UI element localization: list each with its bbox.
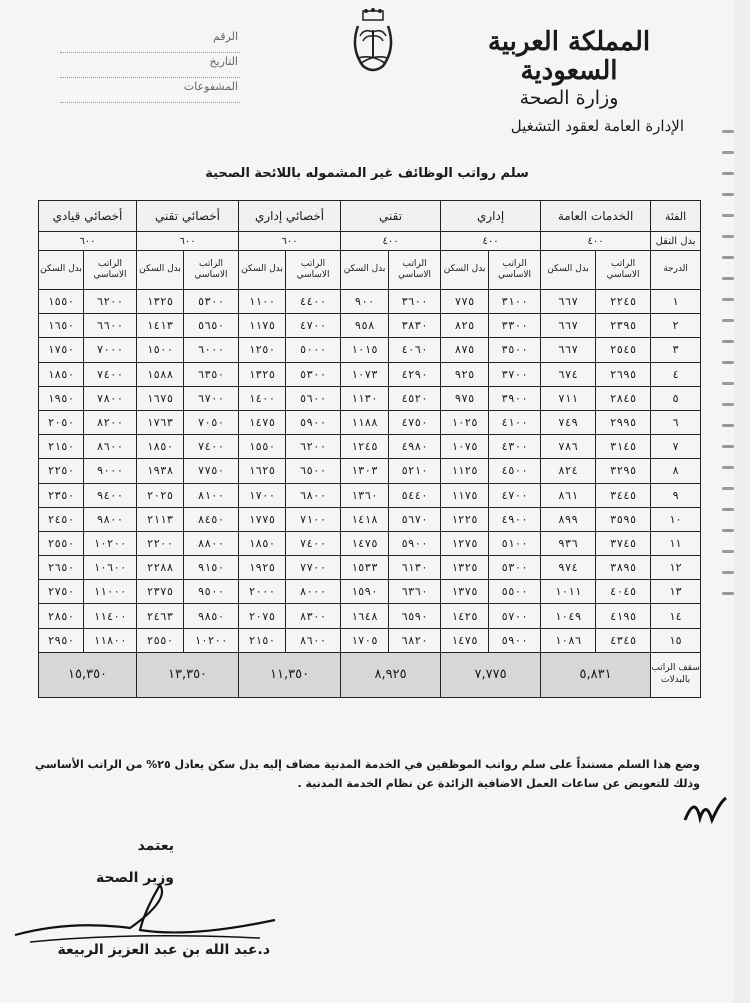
housing-allowance-cell: ١٤٠٠ — [239, 386, 286, 410]
basic-salary-cell: ٤٧٥٠ — [389, 410, 441, 434]
basic-salary-cell: ٤٢٩٠ — [389, 362, 441, 386]
housing-allowance-cell: ١٨٥٠ — [239, 531, 286, 555]
basic-salary-cell: ٤٧٠٠ — [286, 314, 341, 338]
basic-salary-cell: ٤٤٠٠ — [286, 290, 341, 314]
housing-allowance-cell: ٧١١ — [541, 386, 596, 410]
basic-salary-cell: ٦٢٠٠ — [84, 290, 137, 314]
housing-allowance-cell: ١١٧٥ — [441, 483, 489, 507]
housing-allowance-cell: ٢١٥٠ — [39, 435, 84, 459]
basic-salary-cell: ٣٣٠٠ — [489, 314, 541, 338]
housing-allowance-cell: ١٢٤٥ — [341, 435, 389, 459]
basic-salary-cell: ١٠٢٠٠ — [184, 628, 239, 652]
housing-allowance-cell: ١٧٦٣ — [137, 410, 184, 434]
housing-allowance-cell: ١٥٨٨ — [137, 362, 184, 386]
date-label: التاريخ — [60, 55, 240, 78]
transport-allowance-row — [39, 232, 701, 251]
housing-allowance-cell: ٢٢٥٠ — [39, 459, 84, 483]
housing-allowance-header: بدل السكن — [39, 251, 84, 290]
ceiling-total: ٨,٩٢٥ — [341, 652, 441, 697]
housing-allowance-cell: ١٠٧٥ — [441, 435, 489, 459]
housing-allowance-cell: ٢٦٥٠ — [39, 556, 84, 580]
category-header-row — [39, 201, 701, 232]
basic-salary-cell: ٩٠٠٠ — [84, 459, 137, 483]
basic-salary-cell: ٦٣٥٠ — [184, 362, 239, 386]
housing-allowance-cell: ٨٦١ — [541, 483, 596, 507]
basic-salary-cell: ٥٣٠٠ — [286, 362, 341, 386]
basic-salary-cell: ٣٩٠٠ — [489, 386, 541, 410]
basic-salary-cell: ٦١٣٠ — [389, 556, 441, 580]
housing-allowance-cell: ١٣٢٥ — [441, 556, 489, 580]
housing-allowance-header: بدل السكن — [441, 251, 489, 290]
letterhead — [454, 28, 684, 135]
basic-salary-cell: ٦٦٠٠ — [84, 314, 137, 338]
basic-salary-header: الراتب الاساسي — [84, 251, 137, 290]
ceiling-total: ١٥,٣٥٠ — [39, 652, 137, 697]
basic-salary-cell: ٢٦٩٥ — [596, 362, 651, 386]
housing-allowance-cell: ١٦٥٠ — [39, 314, 84, 338]
transport-label: بدل النقل — [651, 232, 701, 251]
category-label: الفئة — [651, 201, 701, 232]
signatory-name: د.عبد الله بن عبد العزيز الربيعة — [57, 942, 270, 958]
approval-label: يعتمد — [137, 838, 174, 854]
basic-salary-cell: ١١٤٠٠ — [84, 604, 137, 628]
housing-allowance-cell: ٢٤٥٠ — [39, 507, 84, 531]
table-row — [39, 556, 701, 580]
table-row — [39, 338, 701, 362]
housing-allowance-cell: ١٢٥٠ — [239, 338, 286, 362]
housing-allowance-cell: ١٠٧٣ — [341, 362, 389, 386]
housing-allowance-cell: ٦٦٧ — [541, 314, 596, 338]
subheader-row — [39, 251, 701, 290]
housing-allowance-cell: ٢٨٥٠ — [39, 604, 84, 628]
transport-value: ٦٠٠ — [137, 232, 239, 251]
housing-allowance-cell: ١١٢٥ — [441, 459, 489, 483]
housing-allowance-cell: ٢٠٧٥ — [239, 604, 286, 628]
housing-allowance-cell: ٦٧٤ — [541, 362, 596, 386]
housing-allowance-cell: ١٩٥٠ — [39, 386, 84, 410]
basic-salary-cell: ٩٥٠٠ — [184, 580, 239, 604]
basic-salary-cell: ٧٨٠٠ — [84, 386, 137, 410]
housing-allowance-cell: ١٣٦٠ — [341, 483, 389, 507]
basic-salary-cell: ٥٦٧٠ — [389, 507, 441, 531]
housing-allowance-cell: ١٦٤٨ — [341, 604, 389, 628]
basic-salary-cell: ٣٥٠٠ — [489, 338, 541, 362]
basic-salary-cell: ٤١٩٥ — [596, 604, 651, 628]
housing-allowance-cell: ١١٨٨ — [341, 410, 389, 434]
basic-salary-cell: ٤٩٠٠ — [489, 507, 541, 531]
category-name: أخصائي تقني — [137, 201, 239, 232]
basic-salary-header: الراتب الاساسي — [389, 251, 441, 290]
table-row — [39, 628, 701, 652]
basic-salary-cell: ٥٩٠٠ — [286, 410, 341, 434]
grade-cell: ١٣ — [651, 580, 701, 604]
basic-salary-cell: ٢٥٤٥ — [596, 338, 651, 362]
basic-salary-cell: ١١٨٠٠ — [84, 628, 137, 652]
basic-salary-cell: ٣٨٩٥ — [596, 556, 651, 580]
transport-value: ٦٠٠ — [39, 232, 137, 251]
housing-allowance-cell: ١٩٣٨ — [137, 459, 184, 483]
housing-allowance-cell: ١٧٠٠ — [239, 483, 286, 507]
housing-allowance-cell: ٢٣٧٥ — [137, 580, 184, 604]
basic-salary-cell: ٥٠٠٠ — [286, 338, 341, 362]
minister-title: وزير الصحة — [95, 870, 174, 886]
ceiling-total: ٧,٧٧٥ — [441, 652, 541, 697]
housing-allowance-cell: ٨٩٩ — [541, 507, 596, 531]
housing-allowance-cell: ٢٣٥٠ — [39, 483, 84, 507]
housing-allowance-cell: ١٦٢٥ — [239, 459, 286, 483]
housing-allowance-cell: ٧٤٩ — [541, 410, 596, 434]
basic-salary-cell: ٧٠٠٠ — [84, 338, 137, 362]
basic-salary-cell: ٢٨٤٥ — [596, 386, 651, 410]
housing-allowance-cell: ١٥٠٠ — [137, 338, 184, 362]
table-row — [39, 580, 701, 604]
table-row — [39, 507, 701, 531]
housing-allowance-cell: ١٥٩٠ — [341, 580, 389, 604]
basic-salary-cell: ٨٦٠٠ — [84, 435, 137, 459]
basic-salary-cell: ٣١٠٠ — [489, 290, 541, 314]
table-row — [39, 362, 701, 386]
housing-allowance-cell: ١٤١٣ — [137, 314, 184, 338]
housing-allowance-cell: ٧٨٦ — [541, 435, 596, 459]
table-row — [39, 483, 701, 507]
basic-salary-cell: ٧٧٥٠ — [184, 459, 239, 483]
transport-value: ٦٠٠ — [239, 232, 341, 251]
housing-allowance-cell: ٨٢٤ — [541, 459, 596, 483]
saudi-emblem-icon — [338, 8, 408, 83]
housing-allowance-header: بدل السكن — [341, 251, 389, 290]
grade-cell: ١٠ — [651, 507, 701, 531]
category-name: أخصائي قيادي — [39, 201, 137, 232]
grade-cell: ٥ — [651, 386, 701, 410]
basic-salary-cell: ٣٧٠٠ — [489, 362, 541, 386]
housing-allowance-cell: ١٠١٥ — [341, 338, 389, 362]
ceiling-total: ١١,٣٥٠ — [239, 652, 341, 697]
housing-allowance-cell: ١٠٨٦ — [541, 628, 596, 652]
basic-salary-cell: ٩٤٠٠ — [84, 483, 137, 507]
basic-salary-cell: ٩٨٠٠ — [84, 507, 137, 531]
housing-allowance-cell: ١٤٧٥ — [239, 410, 286, 434]
ceiling-label: سقف الراتب بالبدلات — [651, 652, 701, 697]
basic-salary-cell: ٤٣٤٥ — [596, 628, 651, 652]
basic-salary-cell: ٢٩٩٥ — [596, 410, 651, 434]
housing-allowance-cell: ١٥٥٠ — [239, 435, 286, 459]
basic-salary-cell: ١١٠٠٠ — [84, 580, 137, 604]
grade-cell: ٨ — [651, 459, 701, 483]
basic-salary-cell: ٤٥٢٠ — [389, 386, 441, 410]
basic-salary-cell: ٥٤٤٠ — [389, 483, 441, 507]
housing-allowance-cell: ١٣٢٥ — [239, 362, 286, 386]
basic-salary-cell: ٥٦٠٠ — [286, 386, 341, 410]
housing-allowance-cell: ١٠٢٥ — [441, 410, 489, 434]
housing-allowance-cell: ١١٠٠ — [239, 290, 286, 314]
housing-allowance-cell: ١٣٢٥ — [137, 290, 184, 314]
grade-cell: ١١ — [651, 531, 701, 555]
grade-cell: ٣ — [651, 338, 701, 362]
table-row — [39, 604, 701, 628]
grade-label: الدرجة — [651, 251, 701, 290]
housing-allowance-cell: ١٤١٨ — [341, 507, 389, 531]
basic-salary-header: الراتب الاساسي — [286, 251, 341, 290]
housing-allowance-cell: ٢٢٨٨ — [137, 556, 184, 580]
spiral-binding — [718, 130, 734, 690]
category-name: تقني — [341, 201, 441, 232]
transport-value: ٤٠٠ — [441, 232, 541, 251]
basic-salary-cell: ٣٢٩٥ — [596, 459, 651, 483]
ceiling-row — [39, 652, 701, 697]
basic-salary-cell: ٣٤٤٥ — [596, 483, 651, 507]
basic-salary-cell: ٦٥٩٠ — [389, 604, 441, 628]
basic-salary-cell: ٣١٤٥ — [596, 435, 651, 459]
basic-salary-cell: ٧٤٠٠ — [184, 435, 239, 459]
category-name: الخدمات العامة — [541, 201, 651, 232]
basic-salary-cell: ٥١٠٠ — [489, 531, 541, 555]
housing-allowance-cell: ١٣٧٥ — [441, 580, 489, 604]
document-meta-fields — [60, 30, 240, 105]
housing-allowance-cell: ١٢٢٥ — [441, 507, 489, 531]
basic-salary-cell: ٤٣٠٠ — [489, 435, 541, 459]
category-name: أخصائي إداري — [239, 201, 341, 232]
basic-salary-cell: ٧٤٠٠ — [84, 362, 137, 386]
housing-allowance-cell: ١٤٧٥ — [341, 531, 389, 555]
housing-allowance-cell: ١٣٠٣ — [341, 459, 389, 483]
basic-salary-cell: ٦٧٠٠ — [184, 386, 239, 410]
basic-salary-cell: ٧١٠٠ — [286, 507, 341, 531]
transport-value: ٤٠٠ — [541, 232, 651, 251]
basic-salary-cell: ٦٨٠٠ — [286, 483, 341, 507]
basic-salary-cell: ٦٥٠٠ — [286, 459, 341, 483]
basic-salary-cell: ٨٠٠٠ — [286, 580, 341, 604]
salary-table — [38, 200, 701, 698]
housing-allowance-header: بدل السكن — [137, 251, 184, 290]
housing-allowance-cell: ٨٢٥ — [441, 314, 489, 338]
table-row — [39, 386, 701, 410]
grade-cell: ٢ — [651, 314, 701, 338]
housing-allowance-cell: ٢٠٢٥ — [137, 483, 184, 507]
basic-salary-header: الراتب الاساسي — [596, 251, 651, 290]
grade-cell: ١ — [651, 290, 701, 314]
basic-salary-cell: ٤٠٦٠ — [389, 338, 441, 362]
housing-allowance-cell: ١٩٢٥ — [239, 556, 286, 580]
housing-allowance-cell: ١١٧٥ — [239, 314, 286, 338]
basic-salary-cell: ٣٧٤٥ — [596, 531, 651, 555]
signature-icon — [10, 880, 280, 950]
housing-allowance-cell: ٩٥٨ — [341, 314, 389, 338]
basic-salary-cell: ٦٨٢٠ — [389, 628, 441, 652]
housing-allowance-cell: ٢٧٥٠ — [39, 580, 84, 604]
grade-cell: ٩ — [651, 483, 701, 507]
basic-salary-cell: ٢٢٤٥ — [596, 290, 651, 314]
basic-salary-cell: ٧٤٠٠ — [286, 531, 341, 555]
housing-allowance-cell: ٨٧٥ — [441, 338, 489, 362]
basic-salary-cell: ٤٠٤٥ — [596, 580, 651, 604]
housing-allowance-cell: ٩٢٥ — [441, 362, 489, 386]
housing-allowance-cell: ١٤٧٥ — [441, 628, 489, 652]
housing-allowance-cell: ٩٣٦ — [541, 531, 596, 555]
basic-salary-header: الراتب الاساسي — [184, 251, 239, 290]
ceiling-total: ١٣,٣٥٠ — [137, 652, 239, 697]
page-title: سلم رواتب الوظائف غير المشموله باللائحة الصحية — [205, 166, 529, 181]
housing-allowance-cell: ١٠٤٩ — [541, 604, 596, 628]
basic-salary-cell: ٤١٠٠ — [489, 410, 541, 434]
basic-salary-cell: ٥٩٠٠ — [489, 628, 541, 652]
basic-salary-cell: ١٠٦٠٠ — [84, 556, 137, 580]
basic-salary-cell: ٣٥٩٥ — [596, 507, 651, 531]
basic-salary-cell: ٩١٥٠ — [184, 556, 239, 580]
housing-allowance-cell: ٢٠٠٠ — [239, 580, 286, 604]
basic-salary-cell: ٣٦٠٠ — [389, 290, 441, 314]
housing-allowance-header: بدل السكن — [541, 251, 596, 290]
basic-salary-cell: ٤٥٠٠ — [489, 459, 541, 483]
housing-allowance-cell: ١٢٧٥ — [441, 531, 489, 555]
housing-allowance-cell: ٢٩٥٠ — [39, 628, 84, 652]
table-row — [39, 410, 701, 434]
attachments-label: المشفوعات — [60, 80, 240, 103]
housing-allowance-cell: ١٦٧٥ — [137, 386, 184, 410]
footnote: وضع هذا السلم مستنداً على سلم رواتب الموظفين في الخدمة المدنية مضاف إليه بدل سكن يعادل ٢٥% من الراتب الأساسي وذلك للتعويض عن ساعات العمل الاضافية الزائدة عن نظام الخدمة المدنية . — [34, 758, 700, 790]
housing-allowance-cell: ٢٥٥٠ — [137, 628, 184, 652]
grade-cell: ٤ — [651, 362, 701, 386]
basic-salary-cell: ٦٠٠٠ — [184, 338, 239, 362]
housing-allowance-cell: ١١٣٠ — [341, 386, 389, 410]
table-row — [39, 435, 701, 459]
basic-salary-cell: ٨١٠٠ — [184, 483, 239, 507]
housing-allowance-cell: ١٧٠٥ — [341, 628, 389, 652]
basic-salary-cell: ٨٨٠٠ — [184, 531, 239, 555]
basic-salary-cell: ٧٠٥٠ — [184, 410, 239, 434]
basic-salary-cell: ٥٧٠٠ — [489, 604, 541, 628]
housing-allowance-cell: ٩٠٠ — [341, 290, 389, 314]
housing-allowance-cell: ٢٥٥٠ — [39, 531, 84, 555]
basic-salary-cell: ٤٩٨٠ — [389, 435, 441, 459]
ceiling-total: ٥,٨٣١ — [541, 652, 651, 697]
transport-value: ٤٠٠ — [341, 232, 441, 251]
basic-salary-cell: ٥٣٠٠ — [184, 290, 239, 314]
housing-allowance-cell: ١٤٢٥ — [441, 604, 489, 628]
housing-allowance-cell: ١٨٥٠ — [39, 362, 84, 386]
grade-cell: ٧ — [651, 435, 701, 459]
basic-salary-cell: ٢٣٩٥ — [596, 314, 651, 338]
category-name: إداري — [441, 201, 541, 232]
housing-allowance-cell: ١٧٥٠ — [39, 338, 84, 362]
housing-allowance-cell: ١٨٥٠ — [137, 435, 184, 459]
department-name: الإدارة العامة لعقود التشغيل — [510, 117, 684, 136]
table-row — [39, 531, 701, 555]
housing-allowance-cell: ٢٠٥٠ — [39, 410, 84, 434]
table-row — [39, 314, 701, 338]
basic-salary-cell: ٤٧٠٠ — [489, 483, 541, 507]
kingdom-name: المملكة العربية السعودية — [487, 27, 651, 86]
housing-allowance-cell: ١٧٧٥ — [239, 507, 286, 531]
housing-allowance-cell: ٢١٥٠ — [239, 628, 286, 652]
basic-salary-cell: ٩٨٥٠ — [184, 604, 239, 628]
basic-salary-cell: ٧٧٠٠ — [286, 556, 341, 580]
basic-salary-cell: ٥٩٠٠ — [389, 531, 441, 555]
table-row — [39, 459, 701, 483]
housing-allowance-cell: ١٥٣٣ — [341, 556, 389, 580]
housing-allowance-header: بدل السكن — [239, 251, 286, 290]
basic-salary-cell: ٨٣٠٠ — [286, 604, 341, 628]
basic-salary-cell: ٥٢١٠ — [389, 459, 441, 483]
housing-allowance-cell: ٦٦٧ — [541, 338, 596, 362]
basic-salary-cell: ٣٨٣٠ — [389, 314, 441, 338]
housing-allowance-cell: ١٠١١ — [541, 580, 596, 604]
basic-salary-header: الراتب الاساسي — [489, 251, 541, 290]
ministry-name: وزارة الصحة — [519, 87, 619, 110]
grade-rows — [39, 290, 701, 653]
grade-cell: ٦ — [651, 410, 701, 434]
basic-salary-cell: ٥٣٠٠ — [489, 556, 541, 580]
housing-allowance-cell: ٢٢٠٠ — [137, 531, 184, 555]
grade-cell: ١٥ — [651, 628, 701, 652]
basic-salary-cell: ٨٤٥٠ — [184, 507, 239, 531]
handwritten-mark-icon — [680, 790, 730, 830]
housing-allowance-cell: ٩٧٥ — [441, 386, 489, 410]
basic-salary-cell: ٥٥٠٠ — [489, 580, 541, 604]
grade-cell: ١٤ — [651, 604, 701, 628]
housing-allowance-cell: ٧٧٥ — [441, 290, 489, 314]
housing-allowance-cell: ١٥٥٠ — [39, 290, 84, 314]
basic-salary-cell: ٨٢٠٠ — [84, 410, 137, 434]
reference-number-label: الرقم — [60, 30, 240, 53]
grade-cell: ١٢ — [651, 556, 701, 580]
housing-allowance-cell: ٢١١٣ — [137, 507, 184, 531]
basic-salary-cell: ٦٢٠٠ — [286, 435, 341, 459]
housing-allowance-cell: ٦٦٧ — [541, 290, 596, 314]
housing-allowance-cell: ٩٧٤ — [541, 556, 596, 580]
basic-salary-cell: ١٠٢٠٠ — [84, 531, 137, 555]
housing-allowance-cell: ٢٤٦٣ — [137, 604, 184, 628]
basic-salary-cell: ٦٣٦٠ — [389, 580, 441, 604]
basic-salary-cell: ٥٦٥٠ — [184, 314, 239, 338]
table-row — [39, 290, 701, 314]
basic-salary-cell: ٨٦٠٠ — [286, 628, 341, 652]
